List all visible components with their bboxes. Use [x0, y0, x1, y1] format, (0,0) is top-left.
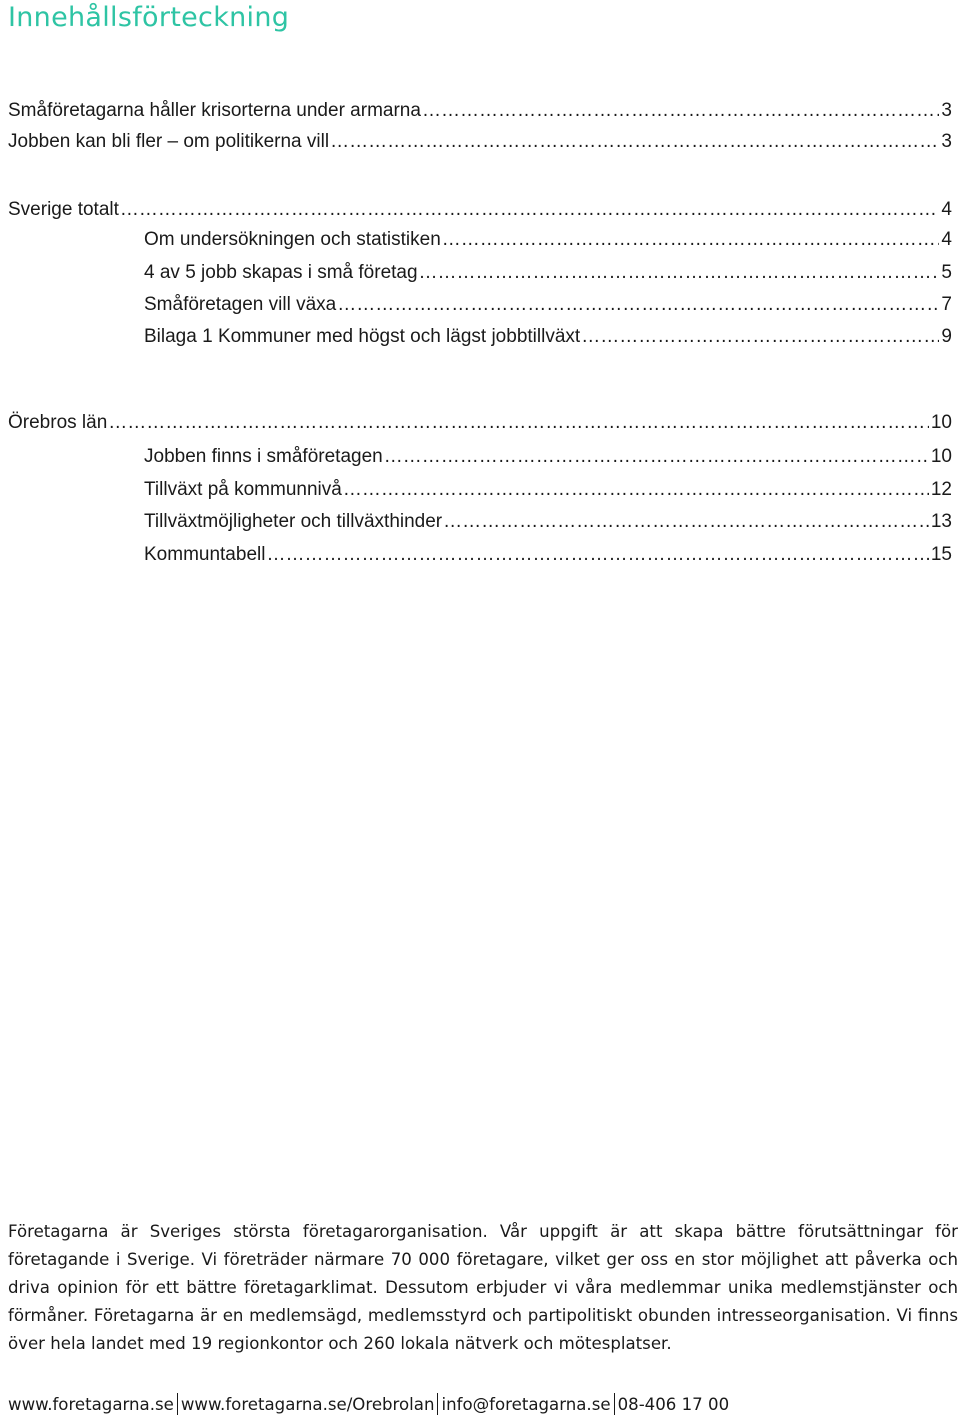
toc-leader-dots — [442, 225, 940, 255]
phone-number: 08-406 17 00 — [617, 1395, 730, 1414]
toc-entry-label: Bilaga 1 Kommuner med högst och lägst jobbtillväxt — [144, 326, 581, 347]
contact-separator — [614, 1393, 615, 1415]
toc-entry-page: 5 — [941, 262, 952, 283]
toc-entry-label: Tillväxtmöjligheter och tillväxthinder — [144, 511, 443, 532]
toc-leader-dots — [384, 442, 929, 472]
toc-leader-dots — [108, 408, 929, 438]
toc-entry[interactable] — [8, 408, 952, 438]
toc-entry-label: Jobben kan bli fler – om politikerna vill — [8, 131, 330, 152]
toc-leader-dots — [581, 322, 939, 352]
toc-entry-page: 15 — [930, 544, 952, 565]
toc-leader-dots — [120, 195, 940, 225]
toc-subentry[interactable] — [144, 258, 952, 288]
toc-entry-label: Småföretagarna håller krisorterna under armarna — [8, 100, 421, 121]
toc-subentry[interactable] — [144, 442, 952, 472]
toc-subentry[interactable] — [144, 225, 952, 255]
toc-subentry[interactable] — [144, 290, 952, 320]
toc-entry-page: 4 — [941, 229, 952, 250]
toc-leader-dots — [330, 127, 939, 157]
toc-entry-page: 10 — [930, 446, 952, 467]
toc-entry-page: 3 — [941, 131, 952, 152]
contact-line — [8, 1391, 958, 1419]
toc-leader-dots — [266, 540, 928, 570]
toc-title: Innehållsförteckning — [8, 2, 290, 33]
regional-website-link[interactable]: www.foretagarna.se/Orebrolan — [180, 1395, 435, 1414]
toc-entry-page: 4 — [941, 199, 952, 220]
toc-entry-label: Örebros län — [8, 412, 108, 433]
toc-entry-label: Småföretagen vill växa — [144, 294, 337, 315]
toc-leader-dots — [343, 475, 929, 505]
website-link[interactable]: www.foretagarna.se — [8, 1395, 174, 1414]
toc-entry-page: 7 — [941, 294, 952, 315]
toc-leader-dots — [443, 507, 929, 537]
toc-entry[interactable] — [8, 96, 952, 126]
toc-entry-label: 4 av 5 jobb skapas i små företag — [144, 262, 418, 283]
contact-separator — [437, 1393, 438, 1415]
toc-leader-dots — [422, 96, 939, 126]
toc-leader-dots — [337, 290, 939, 320]
toc-entry-page: 9 — [941, 326, 952, 347]
toc-entry-page: 12 — [930, 479, 952, 500]
toc-entry-label: Sverige totalt — [8, 199, 119, 220]
toc-subentry[interactable] — [144, 322, 952, 352]
toc-subentry[interactable] — [144, 507, 952, 537]
contact-separator — [177, 1393, 178, 1415]
toc-leader-dots — [419, 258, 940, 288]
toc-entry-page: 13 — [930, 511, 952, 532]
toc-entry-label: Tillväxt på kommunnivå — [144, 479, 342, 500]
email-link[interactable]: info@foretagarna.se — [441, 1395, 611, 1414]
toc-entry-page: 10 — [930, 412, 952, 433]
toc-entry-label: Om undersökningen och statistiken — [144, 229, 441, 250]
toc-entry-page: 3 — [941, 100, 952, 121]
toc-entry-label: Kommuntabell — [144, 544, 266, 565]
toc-entry[interactable] — [8, 195, 952, 225]
toc-subentry[interactable] — [144, 475, 952, 505]
toc-entry[interactable] — [8, 127, 952, 157]
about-paragraph: Företagarna är Sveriges största företagarorganisation. Vår uppgift är att skapa bättre förutsättningar för företagande i Sverige. Vi företräder närmare 70 000 företagare, vilket ger oss en stor möjlighet att påverka och driva opinion för ett bättre företagarklimat. Dessutom erbjuder vi våra medlemmar unika medlemstjänster och förmåner. Företagarna är en medlemsägd, medlemsstyrd och partipolitiskt obunden intresseorganisation. Vi finns över hela landet med 19 regionkontor och 260 lokala nätverk och mötesplatser. — [8, 1222, 958, 1353]
toc-entry-label: Jobben finns i småföretagen — [144, 446, 383, 467]
toc-subentry[interactable] — [144, 540, 952, 570]
